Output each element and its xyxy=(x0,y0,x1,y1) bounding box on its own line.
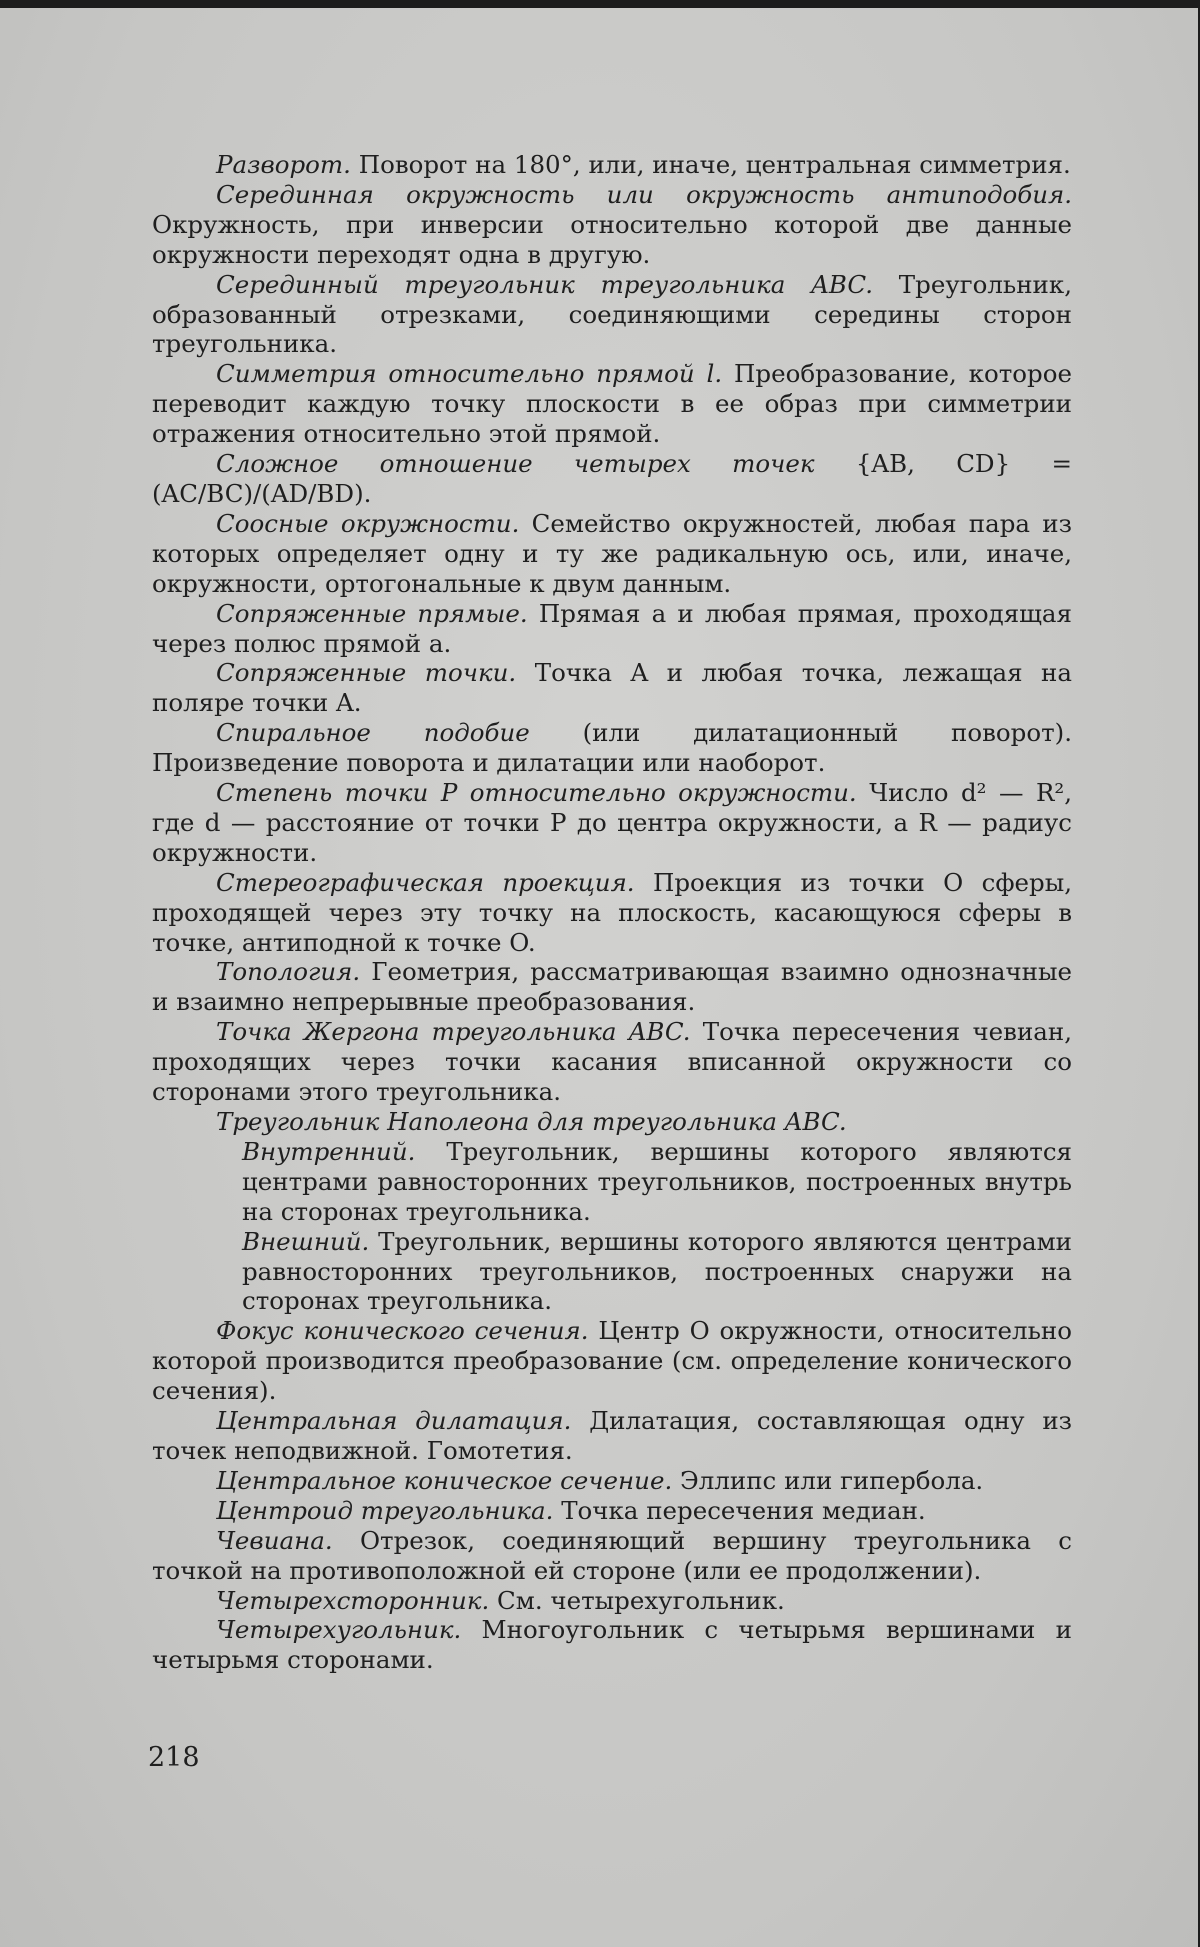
entry-definition: Центр O окружности, относительно которой производится преобразование (см. определение конического сечения). xyxy=(152,1316,1072,1406)
entry-term: Сложное отношение четырех точек xyxy=(216,449,815,479)
glossary-entry xyxy=(152,359,1072,449)
entry-definition: Треугольник, вершины которого являются центрами равносторонних треугольников, построенных снаружи на сторонах треугольника. xyxy=(242,1226,1072,1316)
entry-term: Центральная дилатация. xyxy=(216,1406,572,1436)
entry-definition: Проекция из точки O сферы, проходящей через эту точку на плоскость, касающуюся сферы в точке, антиподной к точке O. xyxy=(152,867,1072,957)
entry-definition: Треугольник, образованный отрезками, соединяющими середины сторон треугольника. xyxy=(152,269,1072,359)
entry-definition: Треугольник, вершины которого являются центрами равносторонних треугольников, построенных внутрь на сторонах треугольника. xyxy=(242,1136,1072,1226)
entry-definition: Окружность, при инверсии относительно которой две данные окружности переходят одна в другую. xyxy=(152,209,1072,269)
entry-term: Разворот. xyxy=(216,150,351,179)
glossary-entry xyxy=(152,150,1072,180)
entry-term: Четырехсторонник. xyxy=(216,1585,490,1615)
entry-term: Внутренний. xyxy=(242,1136,416,1166)
glossary-entry xyxy=(152,1316,1072,1406)
entry-definition: Многоугольник с четырьмя вершинами и четырьмя сторонами. xyxy=(152,1615,1072,1675)
entry-definition: См. четырехугольник. xyxy=(489,1585,785,1615)
page-number: 218 xyxy=(148,1742,200,1773)
entry-definition: Поворот на 180°, или, иначе, центральная симметрия. xyxy=(350,150,1071,179)
entry-term: Топология. xyxy=(216,957,361,987)
entry-term: Симметрия относительно прямой l. xyxy=(216,359,723,389)
entry-term: Сопряженные прямые. xyxy=(216,598,528,628)
entry-term: Фокус конического сечения. xyxy=(216,1316,589,1346)
glossary-entry xyxy=(152,718,1072,778)
glossary-entry xyxy=(152,599,1072,659)
glossary-entry xyxy=(152,957,1072,1017)
entry-term: Четырехугольник. xyxy=(216,1615,462,1645)
entry-term: Центроид треугольника. xyxy=(216,1495,554,1525)
entry-definition: Геометрия, рассматривающая взаимно однозначные и взаимно непрерывные преобразования. xyxy=(152,957,1072,1017)
glossary-entry xyxy=(152,658,1072,718)
entry-term: Сопряженные точки. xyxy=(216,658,517,688)
entry-term: Чевиана. xyxy=(216,1525,333,1555)
entry-definition: Преобразование, которое переводит каждую точку плоскости в ее образ при симметрии отражения относительно этой прямой. xyxy=(152,359,1072,449)
glossary-entry xyxy=(152,1017,1072,1107)
glossary-entry xyxy=(152,1466,1072,1496)
entry-term: Точка Жергона треугольника ABC. xyxy=(216,1017,691,1047)
glossary-subentry xyxy=(242,1227,1072,1317)
entry-term: Треугольник Наполеона для треугольника ABC. xyxy=(216,1107,847,1136)
glossary-entry xyxy=(152,509,1072,599)
glossary-text xyxy=(152,150,1072,1675)
entry-definition: Дилатация, составляющая одну из точек неподвижной. Гомотетия. xyxy=(152,1406,1073,1465)
entry-term: Серединный треугольник треугольника ABC. xyxy=(216,269,874,299)
glossary-subentry xyxy=(242,1137,1072,1227)
entry-definition: Точка A и любая точка, лежащая на поляре точки A. xyxy=(152,658,1072,718)
entry-definition: Точка пересечения медиан. xyxy=(553,1495,926,1525)
entry-definition: {AB, CD} = (AC/BC)/(AD/BD). xyxy=(152,449,1072,508)
entry-term: Центральное коническое сечение. xyxy=(216,1465,673,1495)
entry-term: Стереографическая проекция. xyxy=(216,867,635,897)
entry-term: Соосные окружности. xyxy=(216,508,520,538)
entry-definition: Прямая a и любая прямая, проходящая через полюс прямой a. xyxy=(152,598,1072,658)
entry-term: Внешний. xyxy=(242,1226,370,1256)
entry-definition: Отрезок, соединяющий вершину треугольника с точкой на противоположной ей стороне (или ее продолжении). xyxy=(152,1525,1072,1585)
glossary-entry xyxy=(152,1586,1072,1616)
glossary-entry xyxy=(152,1526,1072,1586)
glossary-entry xyxy=(152,1496,1072,1526)
glossary-entry xyxy=(152,1107,1072,1137)
entry-definition: Число d² — R², где d — расстояние от точки P до центра окружности, а R — радиус окружности. xyxy=(152,778,1073,867)
entry-definition: Семейство окружностей, любая пара из которых определяет одну и ту же радикальную ось, или, иначе, окружности, ортогональные к двум данным. xyxy=(152,508,1072,598)
glossary-entry xyxy=(152,270,1072,360)
entry-definition: Эллипс или гипербола. xyxy=(672,1465,984,1495)
glossary-entry xyxy=(152,449,1072,509)
entry-term: Спиральное подобие xyxy=(216,718,530,748)
glossary-entry xyxy=(152,778,1072,868)
glossary-entry xyxy=(152,868,1072,958)
book-page xyxy=(0,8,1198,1947)
glossary-entry xyxy=(152,1406,1072,1466)
entry-definition: Точка пересечения чевиан, проходящих через точки касания вписанной окружности со сторонами этого треугольника. xyxy=(152,1017,1072,1107)
glossary-entry xyxy=(152,180,1072,270)
entry-term: Серединная окружность или окружность антиподобия. xyxy=(216,179,1072,209)
glossary-entry xyxy=(152,1615,1072,1675)
entry-term: Степень точки P относительно окружности. xyxy=(216,778,857,808)
entry-definition: (или дилатационный поворот). Произведение поворота и дилатации или наоборот. xyxy=(152,718,1073,778)
